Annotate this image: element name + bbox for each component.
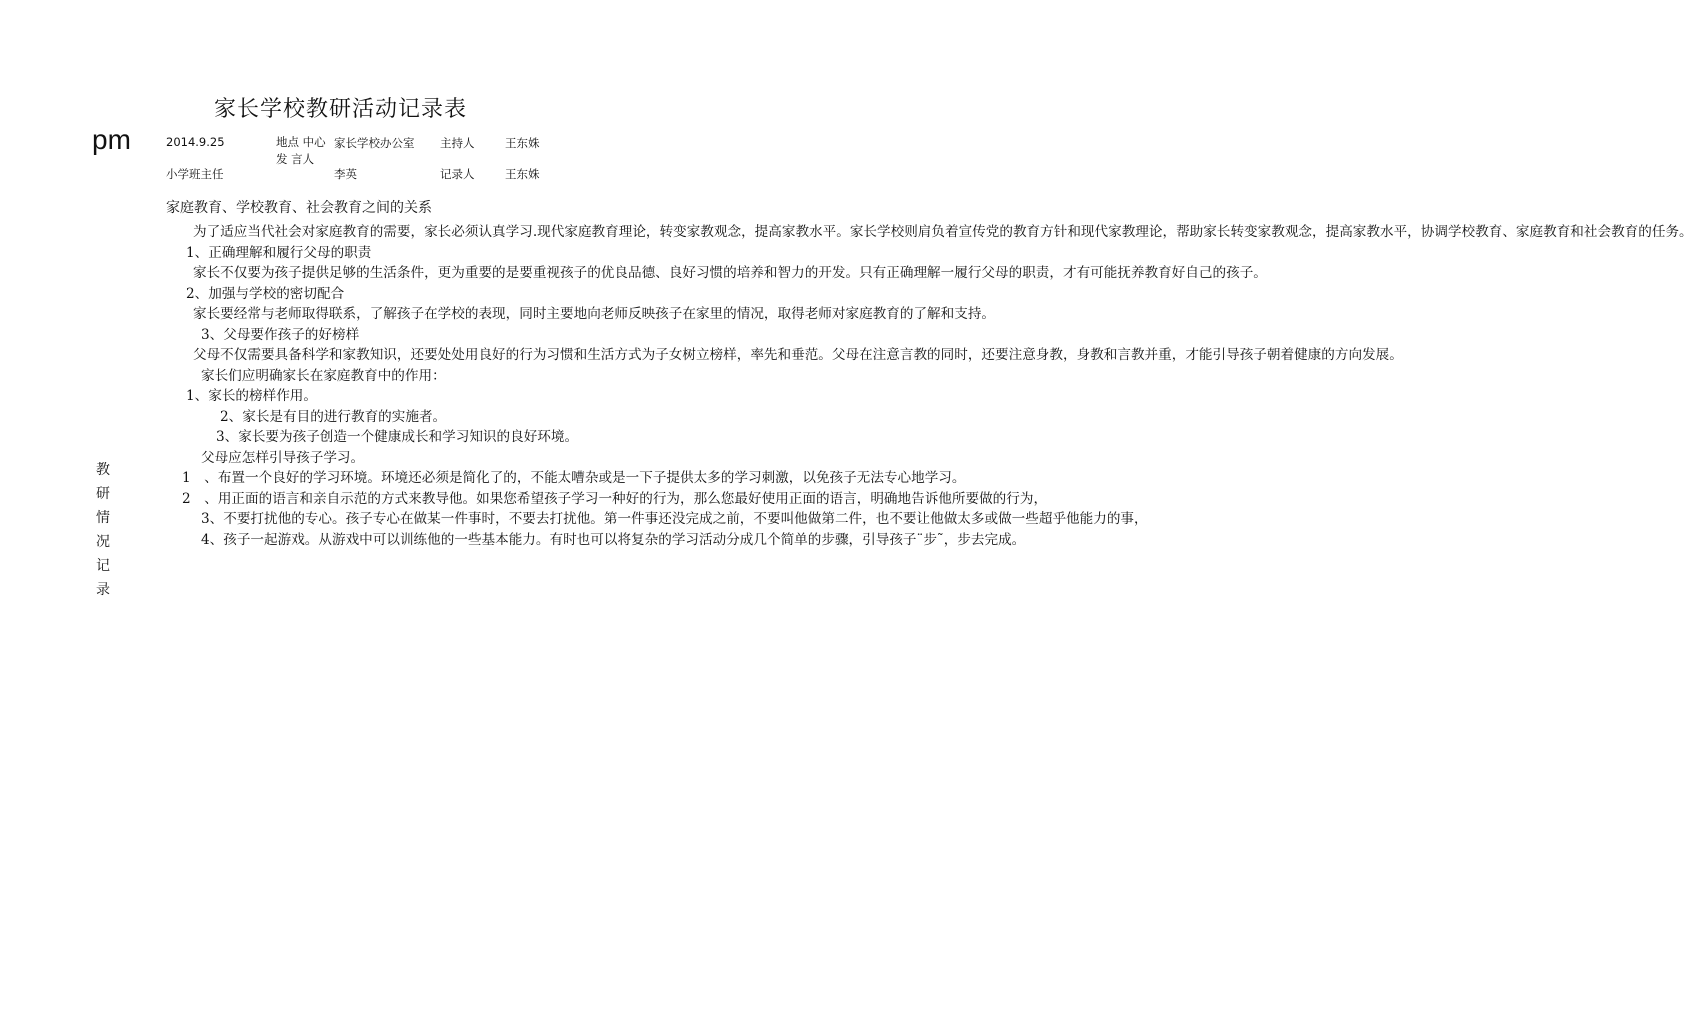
list-item: 3、家长要为孩子创造一个健康成长和学习知识的良好环境。 xyxy=(216,429,579,445)
location-value: 家长学校办公室 xyxy=(334,136,415,150)
section-heading: 2、加强与学校的密切配合 xyxy=(186,285,345,302)
section-heading: 3、父母要作孩子的好榜样 xyxy=(201,326,360,343)
list-item: 1、家长的榜样作用。 xyxy=(186,388,317,404)
host-value: 王东姝 xyxy=(505,136,540,150)
page-title: 家长学校教研活动记录表 xyxy=(214,97,468,122)
list-item: 2、家长是有目的进行教育的实施者。 xyxy=(220,408,447,425)
speaker-value: 李英 xyxy=(334,167,357,181)
record-body xyxy=(166,222,1693,550)
paragraph: 1 、布置一个良好的学习环境。环境还必须是简化了的，不能太嘈杂或是一下子提供太多的学习刺激，以免孩子无法专心地学习。 xyxy=(182,470,966,486)
subject-heading: 家庭教育、学校教育、社会教育之间的关系 xyxy=(166,200,432,216)
location-label: 地点 中心发 言人 xyxy=(276,135,326,166)
paragraph: 3、不要打扰他的专心。孩子专心在做某一件事时，不要去打扰他。第一件事还没完成之前，不要叫他做第二件，也不要让他做太多或做一些超乎他能力的事， xyxy=(201,511,1148,527)
host-label: 主持人 xyxy=(440,136,475,150)
date-value: 2014.9.25 xyxy=(166,135,225,149)
paragraph: 2 、用正面的语言和亲自示范的方式来教导他。如果您希望孩子学习一种好的行为，那么您最好使用正面的语言，明确地告诉他所要做的行为， xyxy=(182,490,1048,507)
section-heading: 1、正确理解和履行父母的职责 xyxy=(186,244,372,261)
paragraph: 4、孩子一起游戏。从游戏中可以训练他的一些基本能力。有时也可以将复杂的学习活动分成几个简单的步骤，引导孩子¨步˜，步去完成。 xyxy=(201,531,1026,548)
role-value: 小学班主任 xyxy=(166,167,224,181)
paragraph: 为了适应当代社会对家庭教育的需要，家长必须认真学习.现代家庭教育理论，转变家教观念，提高家教水平。家长学校则肩负着宣传党的教育方针和现代家教理论，帮助家长转变家教观念，提高家教水平，协调学校教育、家庭教育和社会教育的任务。 xyxy=(193,224,1693,240)
paragraph: 父母不仅需要具备科学和家教知识，还要处处用良好的行为习惯和生活方式为子女树立榜样，率先和垂范。父母在注意言教的同时，还要注意身教，身教和言教并重，才能引导孩子朝着健康的方向发展。 xyxy=(193,347,1403,363)
paragraph: 家长要经常与老师取得联系，了解孩子在学校的表现，同时主要地向老师反映孩子在家里的情况，取得老师对家庭教育的了解和支持。 xyxy=(193,306,996,322)
paragraph: 家长们应明确家长在家庭教育中的作用： xyxy=(201,367,446,384)
recorder-value: 王东姝 xyxy=(505,167,540,181)
recorder-label: 记录人 xyxy=(440,167,475,181)
paragraph: 家长不仅要为孩子提供足够的生活条件，更为重要的是要重视孩子的优良品德、良好习惯的培养和智力的开发。只有正确理解一履行父母的职责，才有可能抚养教育好自己的孩子。 xyxy=(193,265,1267,281)
paragraph: 父母应怎样引导孩子学习。 xyxy=(201,449,365,466)
side-label: 教研情况记录 xyxy=(96,462,110,598)
pm-marker: pm xyxy=(92,124,131,155)
